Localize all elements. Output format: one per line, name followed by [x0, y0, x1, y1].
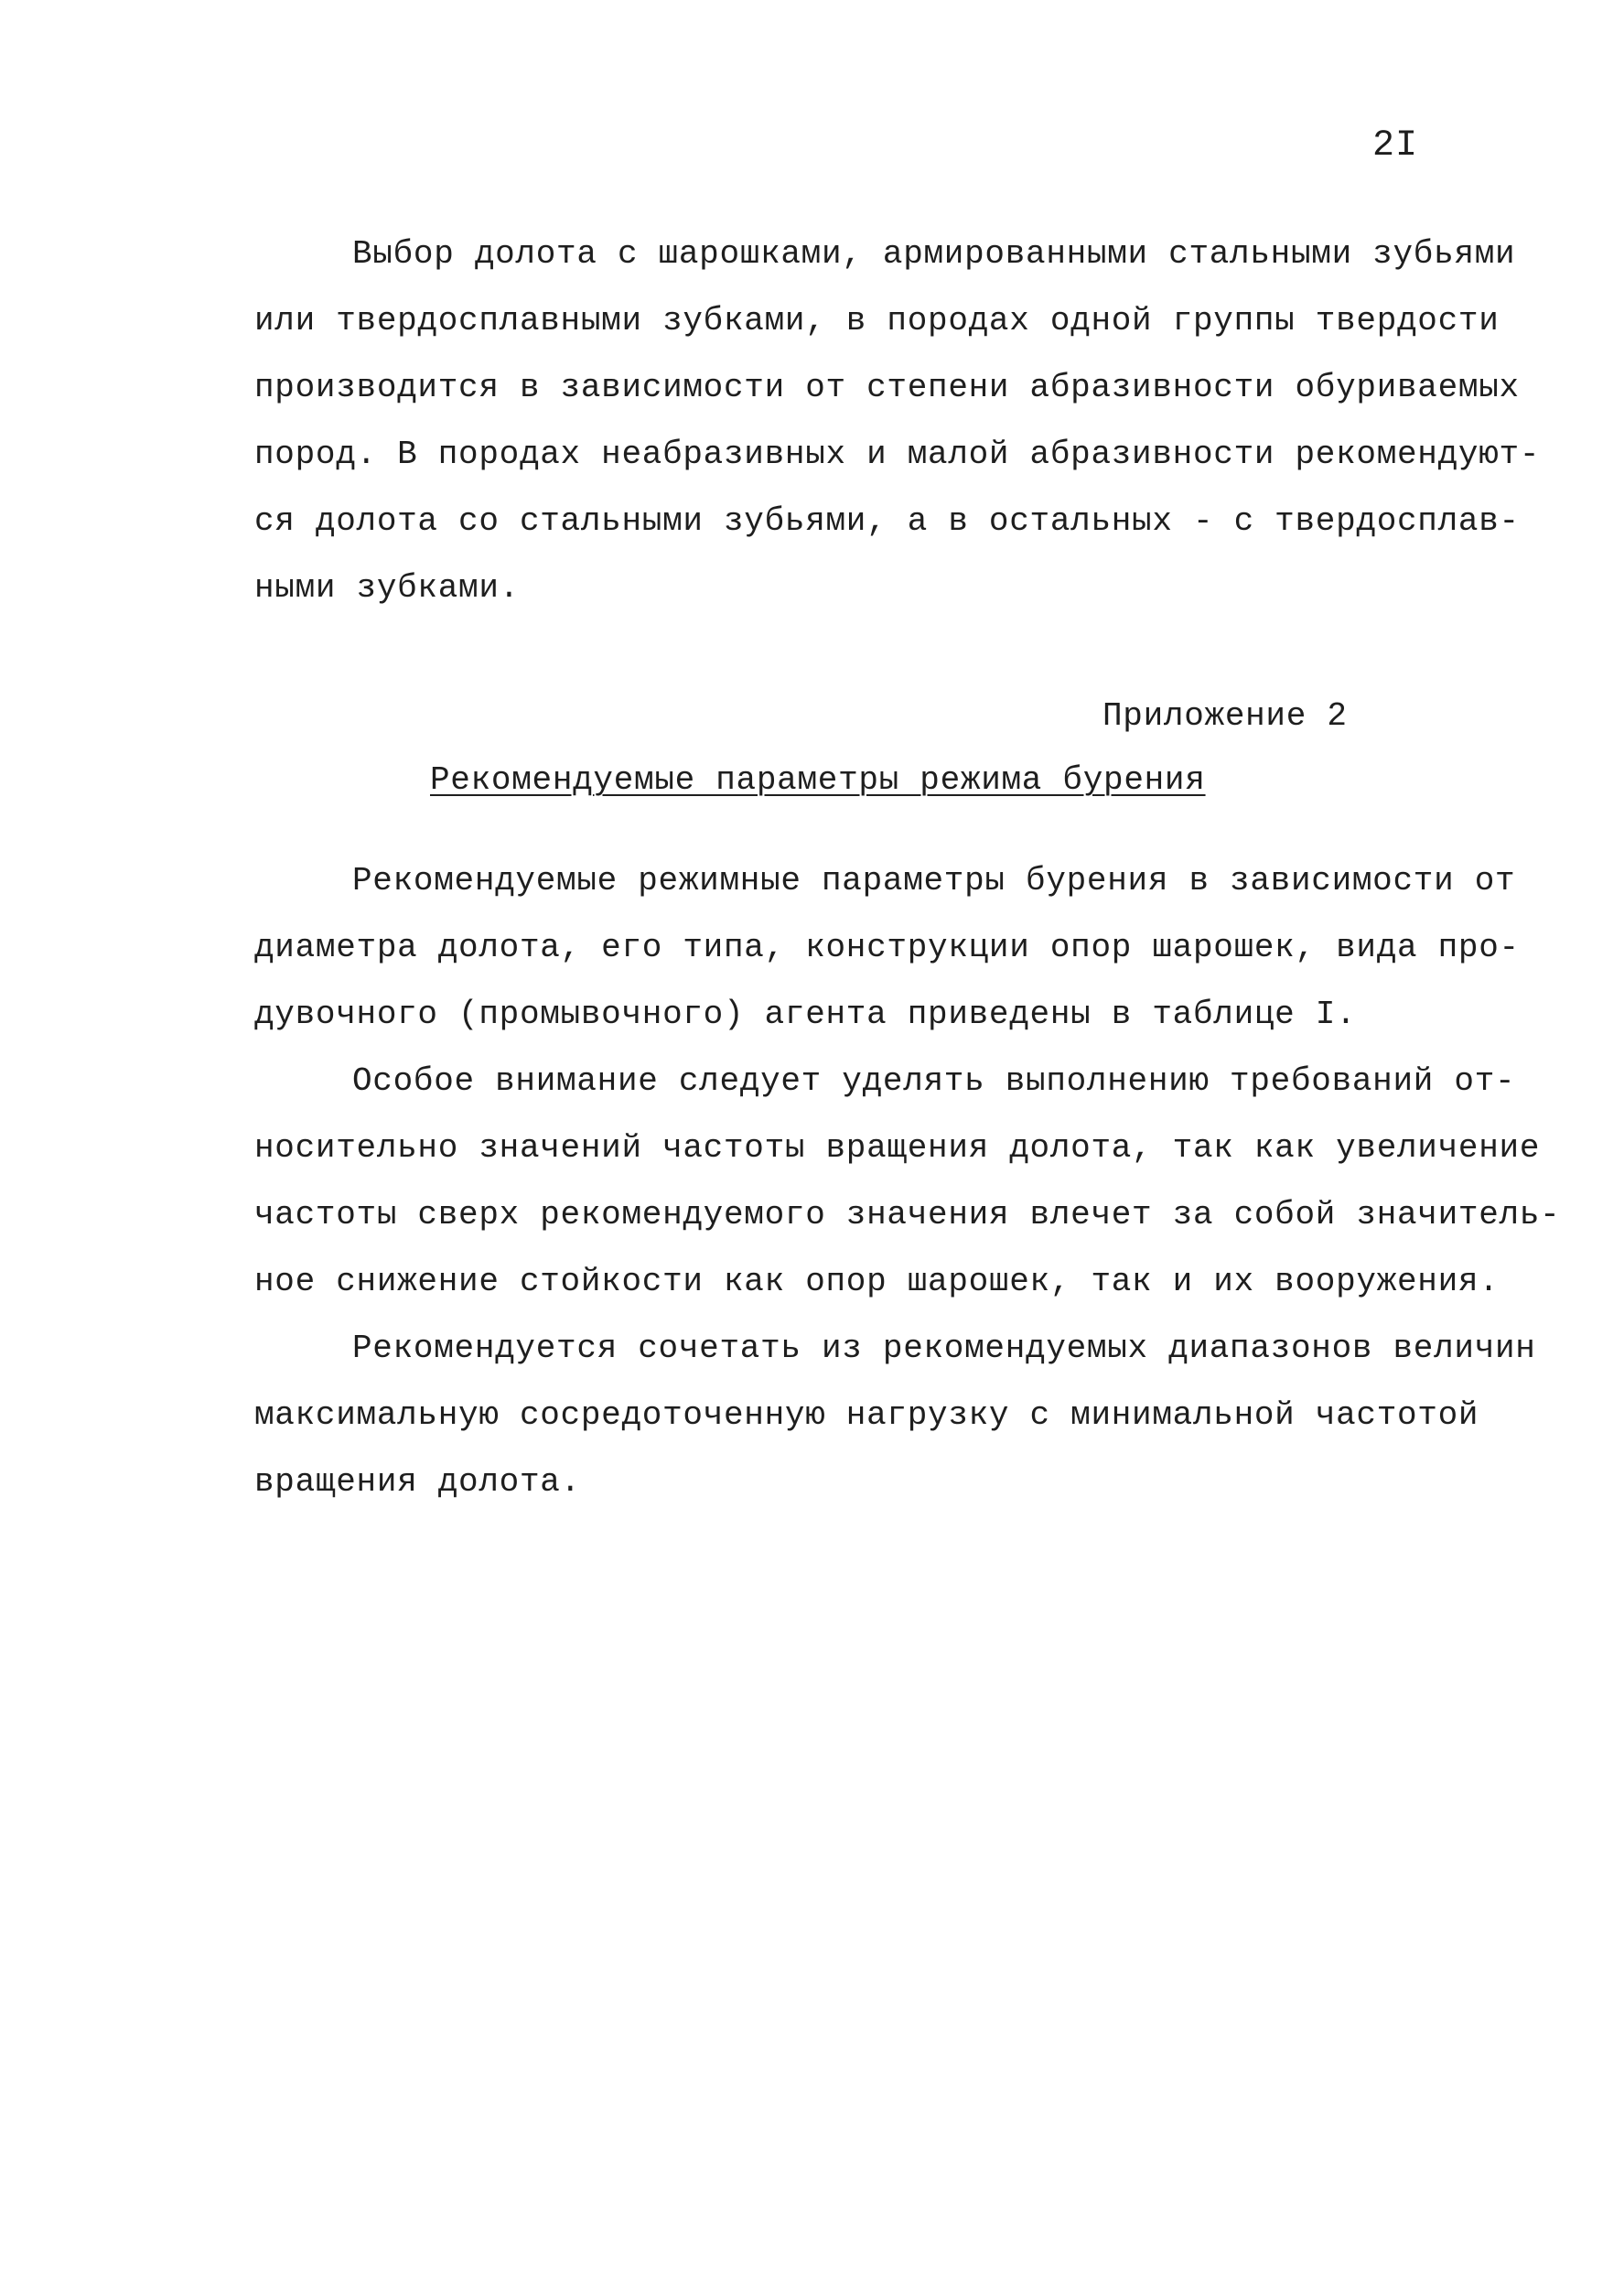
paragraph-line: Рекомендуется сочетать из рекомендуемых диапазонов величин	[352, 1330, 1536, 1367]
paragraph-line: или твердосплавными зубками, в породах одной группы твердости	[254, 302, 1500, 339]
page-number: 2I	[1372, 125, 1419, 167]
section-title: Рекомендуемые параметры режима бурения	[430, 761, 1206, 799]
paragraph-line: Рекомендуемые режимные параметры бурения в зависимости от	[352, 862, 1516, 899]
paragraph-line: диаметра долота, его типа, конструкции опор шарошек, вида про-	[254, 929, 1520, 966]
paragraph-line: Особое внимание следует уделять выполнению требований от-	[352, 1062, 1516, 1100]
paragraph-line: ными зубками.	[254, 569, 520, 607]
paragraph-line: частоты сверх рекомендуемого значения влечет за собой значитель-	[254, 1196, 1561, 1233]
paragraph-line: производится в зависимости от степени абразивности обуриваемых	[254, 369, 1520, 406]
paragraph-line: пород. В породах неабразивных и малой абразивности рекомендуют-	[254, 436, 1541, 473]
paragraph-line: Выбор долота с шарошками, армированными стальными зубьями	[352, 235, 1516, 273]
paragraph-line: дувочного (промывочного) агента приведены в таблице I.	[254, 996, 1357, 1033]
paragraph-line: ное снижение стойкости как опор шарошек, так и их вооружения.	[254, 1263, 1500, 1300]
paragraph-line: вращения долота.	[254, 1463, 581, 1501]
paragraph-line: носительно значений частоты вращения долота, так как увеличение	[254, 1129, 1541, 1167]
appendix-label: Приложение 2	[1102, 697, 1348, 735]
paragraph-line: ся долота со стальными зубьями, а в остальных - с твердосплав-	[254, 502, 1520, 540]
paragraph-line: максимальную сосредоточенную нагрузку с минимальной частотой	[254, 1396, 1479, 1434]
